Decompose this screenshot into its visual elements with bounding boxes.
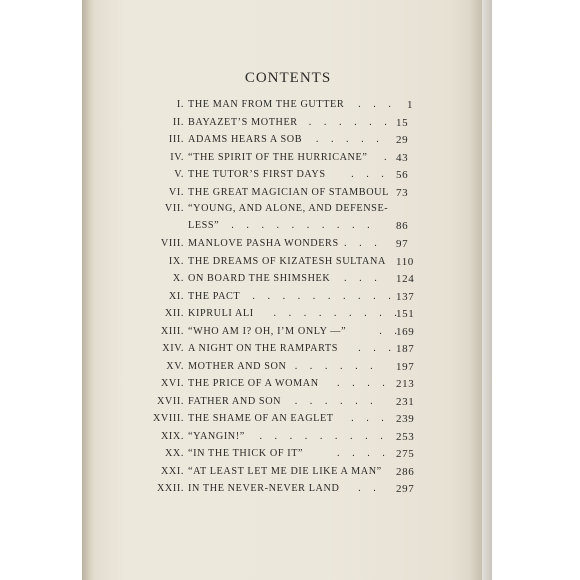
- leader-dots: . . . . . .: [308, 116, 392, 128]
- chapter-title: THE PACT: [188, 290, 241, 302]
- chapter-number: XVI.: [160, 378, 184, 389]
- toc-row: [94, 375, 482, 393]
- chapter-title: MOTHER AND SON: [188, 360, 287, 372]
- chapter-title: KIPRULI ALI: [188, 308, 254, 319]
- chapter-number: IX.: [168, 255, 184, 267]
- chapter-number: XXI.: [160, 465, 184, 477]
- chapter-title: THE GREAT MAGICIAN OF STAMBOUL: [188, 186, 389, 198]
- toc-row: [94, 323, 482, 341]
- toc-row: [94, 445, 482, 463]
- chapter-number: XII.: [164, 308, 184, 319]
- toc-row: [94, 410, 482, 428]
- chapter-title: “YANGIN!”: [188, 430, 245, 442]
- chapter-title: LESS”: [188, 220, 220, 231]
- page-number: 73: [396, 186, 409, 199]
- chapter-number: XIII.: [160, 325, 184, 337]
- chapter-title: THE TUTOR’S FIRST DAYS: [188, 169, 326, 180]
- chapter-title: THE SHAME OF AN EAGLET: [188, 413, 334, 424]
- leader-dots: . . . . . . . . . .: [231, 220, 375, 231]
- chapter-number: XI.: [168, 290, 184, 302]
- chapter-number: V.: [174, 169, 184, 180]
- page-number: 124: [396, 273, 415, 285]
- toc-row: [94, 217, 482, 235]
- toc-row: [94, 131, 482, 149]
- toc-row: [94, 200, 482, 218]
- leader-dots: . . .: [351, 169, 389, 180]
- chapter-title: IN THE NEVER-NEVER LAND: [188, 483, 340, 494]
- chapter-title: A NIGHT ON THE RAMPARTS: [188, 343, 338, 354]
- toc-row: [94, 463, 482, 481]
- chapter-number: XVII.: [156, 395, 184, 407]
- chapter-number: X.: [172, 273, 184, 284]
- page-number: 239: [396, 413, 415, 425]
- leader-dots: . . . . . . . . . .: [252, 290, 396, 302]
- page-number: 56: [396, 169, 409, 181]
- leader-dots: . . . .: [337, 378, 390, 389]
- chapter-title: THE MAN FROM THE GUTTER: [188, 99, 345, 110]
- leader-dots: . . . . . . . . .: [259, 430, 388, 442]
- page-number: 29: [396, 134, 409, 146]
- toc-row: [94, 288, 482, 306]
- leader-dots: . . .: [351, 413, 389, 424]
- chapter-number: II.: [172, 116, 184, 128]
- chapter-title: “AT LEAST LET ME DIE LIKE A MAN”: [188, 465, 382, 477]
- toc-row: [94, 166, 482, 184]
- chapter-title: “IN THE THICK OF IT”: [188, 448, 304, 459]
- leader-dots: . . .: [344, 273, 382, 284]
- chapter-number: XV.: [166, 360, 184, 372]
- chapter-title: “YOUNG, AND ALONE, AND DEFENSE-: [188, 203, 389, 214]
- chapter-title: THE DREAMS OF KIZATESH SULTANA: [188, 255, 386, 267]
- toc-row: [94, 235, 482, 253]
- toc-row: [94, 428, 482, 446]
- toc-row: [94, 114, 482, 132]
- leader-dots: . . .: [358, 343, 396, 354]
- leader-dots: . . .: [358, 99, 396, 110]
- chapter-title: ADAMS HEARS A SOB: [188, 134, 303, 145]
- page-number: 15: [396, 116, 409, 129]
- toc-row: [94, 393, 482, 411]
- page-number: 1: [407, 99, 414, 111]
- leader-dots: . .: [379, 325, 402, 337]
- chapter-title: THE PRICE OF A WOMAN: [188, 378, 319, 389]
- toc-row: [94, 184, 482, 202]
- page-number: 231: [396, 395, 415, 408]
- page-number: 286: [396, 465, 415, 478]
- toc-row: [94, 253, 482, 271]
- chapter-number: VI.: [168, 186, 184, 198]
- chapter-number: XXII.: [156, 483, 184, 494]
- page-number: 110: [396, 255, 414, 268]
- contents-heading: CONTENTS: [244, 70, 332, 86]
- chapter-number: XIV.: [162, 343, 184, 354]
- leader-dots: .: [384, 151, 392, 163]
- chapter-number: IV.: [170, 151, 184, 163]
- chapter-title: FATHER AND SON: [188, 395, 282, 407]
- page-number: 187: [396, 343, 415, 355]
- chapter-title: “WHO AM I? OH, I’M ONLY —”: [188, 325, 347, 337]
- chapter-title: BAYAZET’S MOTHER: [188, 116, 298, 128]
- page-number: 253: [396, 430, 415, 443]
- toc-row: [94, 270, 482, 288]
- page-number: 197: [396, 360, 415, 373]
- leader-dots: . . . .: [337, 448, 390, 459]
- toc-row: [94, 149, 482, 167]
- chapter-number: VII.: [164, 203, 184, 214]
- toc-row: [94, 480, 482, 498]
- toc-row: [94, 305, 482, 323]
- chapter-number: III.: [168, 134, 184, 145]
- leader-dots: . . . . . .: [294, 360, 378, 372]
- chapter-number: VIII.: [160, 238, 184, 249]
- page-number: 151: [396, 308, 415, 320]
- toc-row: [94, 96, 482, 114]
- toc-row: [94, 340, 482, 358]
- page-number: 297: [396, 483, 415, 495]
- page-number: 86: [396, 220, 409, 232]
- chapter-number: XIX.: [160, 430, 184, 442]
- page-number: 97: [396, 238, 409, 250]
- page-number: 275: [396, 448, 415, 460]
- page-number: 169: [396, 325, 415, 338]
- chapter-title: “THE SPIRIT OF THE HURRICANE”: [188, 151, 368, 163]
- leader-dots: . . . . . .: [294, 395, 378, 407]
- chapter-title: ON BOARD THE SHIMSHEK: [188, 273, 331, 284]
- page-number: 213: [396, 378, 415, 390]
- page-number: 43: [396, 151, 409, 164]
- chapter-number: I.: [176, 99, 184, 110]
- leader-dots: . .: [358, 483, 381, 494]
- chapter-number: XVIII.: [152, 413, 184, 424]
- chapter-title: MANLOVE PASHA WONDERS: [188, 238, 339, 249]
- toc-row: [94, 358, 482, 376]
- leader-dots: . . . . .: [315, 134, 384, 145]
- chapter-number: XX.: [164, 448, 184, 459]
- page-number: 137: [396, 290, 415, 303]
- leader-dots: . . . . . . . . .: [273, 308, 402, 319]
- leader-dots: . . .: [344, 238, 382, 249]
